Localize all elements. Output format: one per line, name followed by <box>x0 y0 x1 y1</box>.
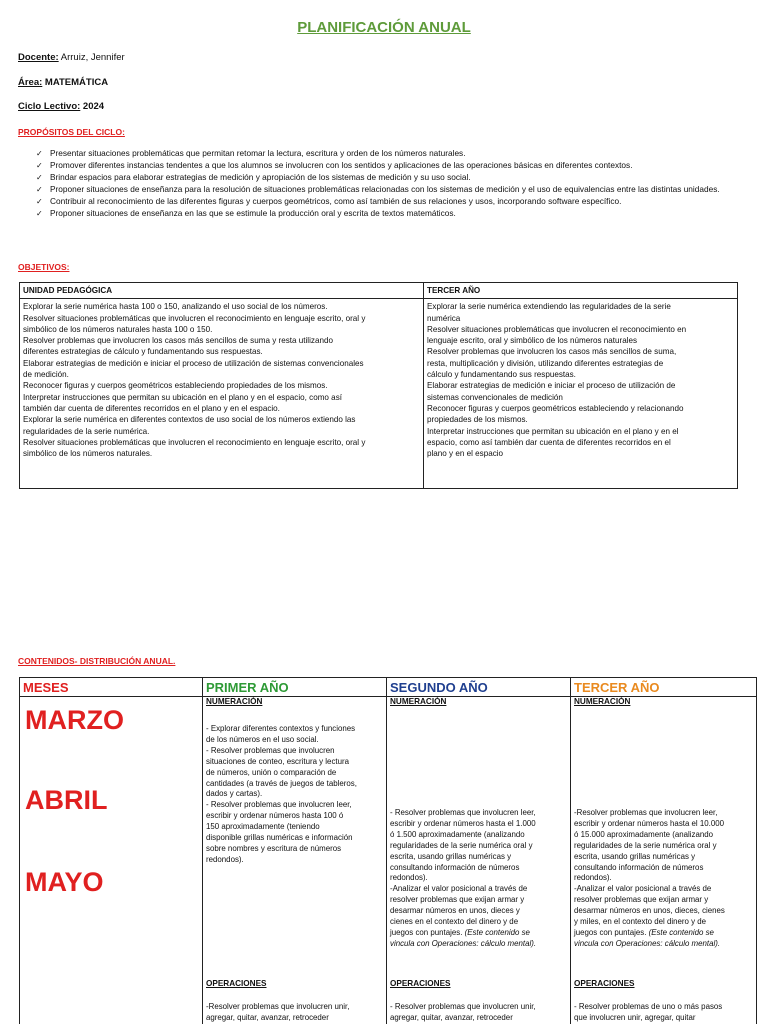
propositos-heading: PROPÓSITOS DEL CICLO: <box>18 127 125 137</box>
contenidos-heading: CONTENIDOS- DISTRIBUCIÓN ANUAL. <box>18 656 176 666</box>
checkmark-icon: ✓ <box>36 160 43 170</box>
primer-ano-numeracion: - Explorar diferentes contextos y funciones de los números en el uso social. - Resolver problemas que involucren situaciones de conteo, escritura y lectura de números, unión o comparación de cantidades (a través de juegos de tableros, dados y cartas). - Resolver problemas que involucren leer, escribir y ordenar números hasta 100 ó 150 aproximadamente (teniendo disponible grillas numéricas e información sobre nombres y escritura de números redondos). <box>206 724 357 864</box>
list-item: ✓ Presentar situaciones problemáticas que permitan retomar la lectura, escritura y orden de los números naturales. <box>36 148 466 158</box>
propositos-list <box>36 148 736 219</box>
primer-ano-cell <box>203 697 387 1024</box>
months-cell <box>20 697 203 1024</box>
header-segundo-ano: SEGUNDO AÑO <box>387 678 571 697</box>
operaciones-subheading: OPERACIONES <box>574 979 635 988</box>
numeracion-subheading: NUMERACIÓN <box>574 697 631 706</box>
tercer-ano-cell <box>571 697 757 1024</box>
ciclo-label: Ciclo Lectivo: <box>18 101 81 112</box>
ciclo-value: 2024 <box>80 101 105 112</box>
operaciones-subheading: OPERACIONES <box>390 979 451 988</box>
document-title: PLANIFICACIÓN ANUAL <box>297 19 471 36</box>
header-meses: MESES <box>20 678 203 697</box>
list-item: ✓ Brindar espacios para elaborar estrategias de medición y apropiación de los sistemas de medición y su uso social. <box>36 171 471 182</box>
header-primer-ano: PRIMER AÑO <box>203 678 387 697</box>
objetivos-col1-header: UNIDAD PEDAGÓGICA <box>20 283 424 299</box>
segundo-ano-cell <box>387 697 571 1024</box>
segundo-ano-operaciones: - Resolver problemas que involucren unir, agregar, quitar, avanzar, retroceder <box>390 1002 536 1022</box>
primer-ano-operaciones: -Resolver problemas que involucren unir, agregar, quitar, avanzar, retroceder <box>206 1002 350 1022</box>
checkmark-icon: ✓ <box>36 184 43 194</box>
docente-value: Arruiz, Jennifer <box>58 52 125 63</box>
header-tercer-ano: TERCER AÑO <box>571 678 757 697</box>
month-abril: ABRIL <box>25 785 108 815</box>
numeracion-subheading: NUMERACIÓN <box>206 697 263 706</box>
checkmark-icon: ✓ <box>36 149 43 158</box>
list-item: ✓ Proponer situaciones de enseñanza para la resolución de situaciones problemáticas relacionadas con los sistemas de medición y el uso de equivalencias entre las distintas unidades. <box>36 183 720 194</box>
objetivos-col2-header: TERCER AÑO <box>424 283 738 299</box>
docente-label: Docente: <box>18 52 59 63</box>
tercer-ano-numeracion: -Resolver problemas que involucren leer, escribir y ordenar números hasta el 10.000 ó 15.000 aproximadamente (analizando regularidades de la serie numérica oral y escrita, usando grillas numéricas y consultando información de números redondos). -Analizar el valor posicional a través de resolver problemas que exijan armar y desarmar números en unos, dieces, cienes y miles, en el contexto del dinero y de juegos con puntajes. (Este contenido se vincula con Operaciones: cálculo mental). <box>574 808 725 948</box>
tercer-ano-operaciones: - Resolver problemas de uno o más pasos que involucren unir, agregar, quitar <box>574 1002 723 1022</box>
list-item: ✓ Promover diferentes instancias tendentes a que los alumnos se involucren con los sentidos y aplicaciones de las operaciones básicas en diferentes contextos. <box>36 159 633 170</box>
ciclo-line <box>18 101 104 112</box>
month-marzo: MARZO <box>25 705 124 735</box>
area-label: Área: <box>18 77 43 88</box>
contenidos-table <box>19 677 757 1024</box>
numeracion-subheading: NUMERACIÓN <box>390 697 447 706</box>
area-value: MATEMÁTICA <box>42 77 109 88</box>
segundo-ano-numeracion: - Resolver problemas que involucren leer, escribir y ordenar números hasta el 1.000 ó 1.500 aproximadamente (analizando regularidades de la serie numérica oral y escrita, usando grillas numéricas y consultando información de números redondos). -Analizar el valor posicional a través de resolver problemas que exijan armar y desarmar números en unos, dieces y cienes en el contexto del dinero y de juegos con puntajes. (Este contenido se vincula con Operaciones: cálculo mental). <box>390 808 537 948</box>
list-item: ✓ Proponer situaciones de enseñanza en las que se estimule la producción oral y escrita de textos matemáticos. <box>36 207 456 218</box>
checkmark-icon: ✓ <box>36 172 43 182</box>
objetivos-col1-cell: Explorar la serie numérica hasta 100 o 150, analizando el uso social de los números. Resolver situaciones problemáticas que involucren el reconocimiento en lenguaje escrito, oral y simbólico de los números naturales hasta 100 o 150. Resolver problemas que involucren los casos más sencillos de suma y resta utilizando diferentes estrategias de cálculo y fundamentando sus respuestas. Elaborar estrategias de medición e iniciar el proceso de utilización de sistemas convencionales de medición. Reconocer figuras y cuerpos geométricos estableciendo propiedades de los mismos. Interpretar instrucciones que permitan su ubicación en el plano y en el espacio, como así también dar cuenta de diferentes recorridos en el plano y en el espacio. Explorar la serie numérica en diferentes contextos de uso social de los números extiendo las regularidades de la serie numérica. Resolver situaciones problemáticas que involucren el reconocimiento en lenguaje escrito, oral y simbólico de los números naturales. <box>20 299 424 489</box>
operaciones-subheading: OPERACIONES <box>206 979 267 988</box>
checkmark-icon: ✓ <box>36 208 43 218</box>
docente-line <box>18 52 125 63</box>
objetivos-heading: OBJETIVOS: <box>18 262 70 272</box>
month-mayo: MAYO <box>25 867 104 897</box>
area-line <box>18 77 108 88</box>
objetivos-col2-cell: Explorar la serie numérica extendiendo las regularidades de la serie numérica Resolver situaciones problemáticas que involucren el reconocimiento en lenguaje escrito, oral y simbólico de los números naturales Resolver problemas que involucren los casos más sencillos de suma, resta, multiplicación y división, utilizando diferentes estrategias de cálculo y fundamentando sus respuestas. Elaborar estrategias de medición e iniciar el proceso de utilización de sistemas convencionales de medición Reconocer figuras y cuerpos geométricos estableciendo y relacionando propiedades de los mismos. Interpretar instrucciones que permitan su ubicación en el plano y en el espacio, como así también dar cuenta de diferentes recorridos en el plano y en el espacio <box>424 299 738 489</box>
checkmark-icon: ✓ <box>36 196 43 206</box>
list-item: ✓ Contribuir al reconocimiento de las diferentes figuras y cuerpos geométricos, como así también de sus relaciones y usos, incorporando software específico. <box>36 195 622 206</box>
objetivos-table <box>19 282 738 489</box>
